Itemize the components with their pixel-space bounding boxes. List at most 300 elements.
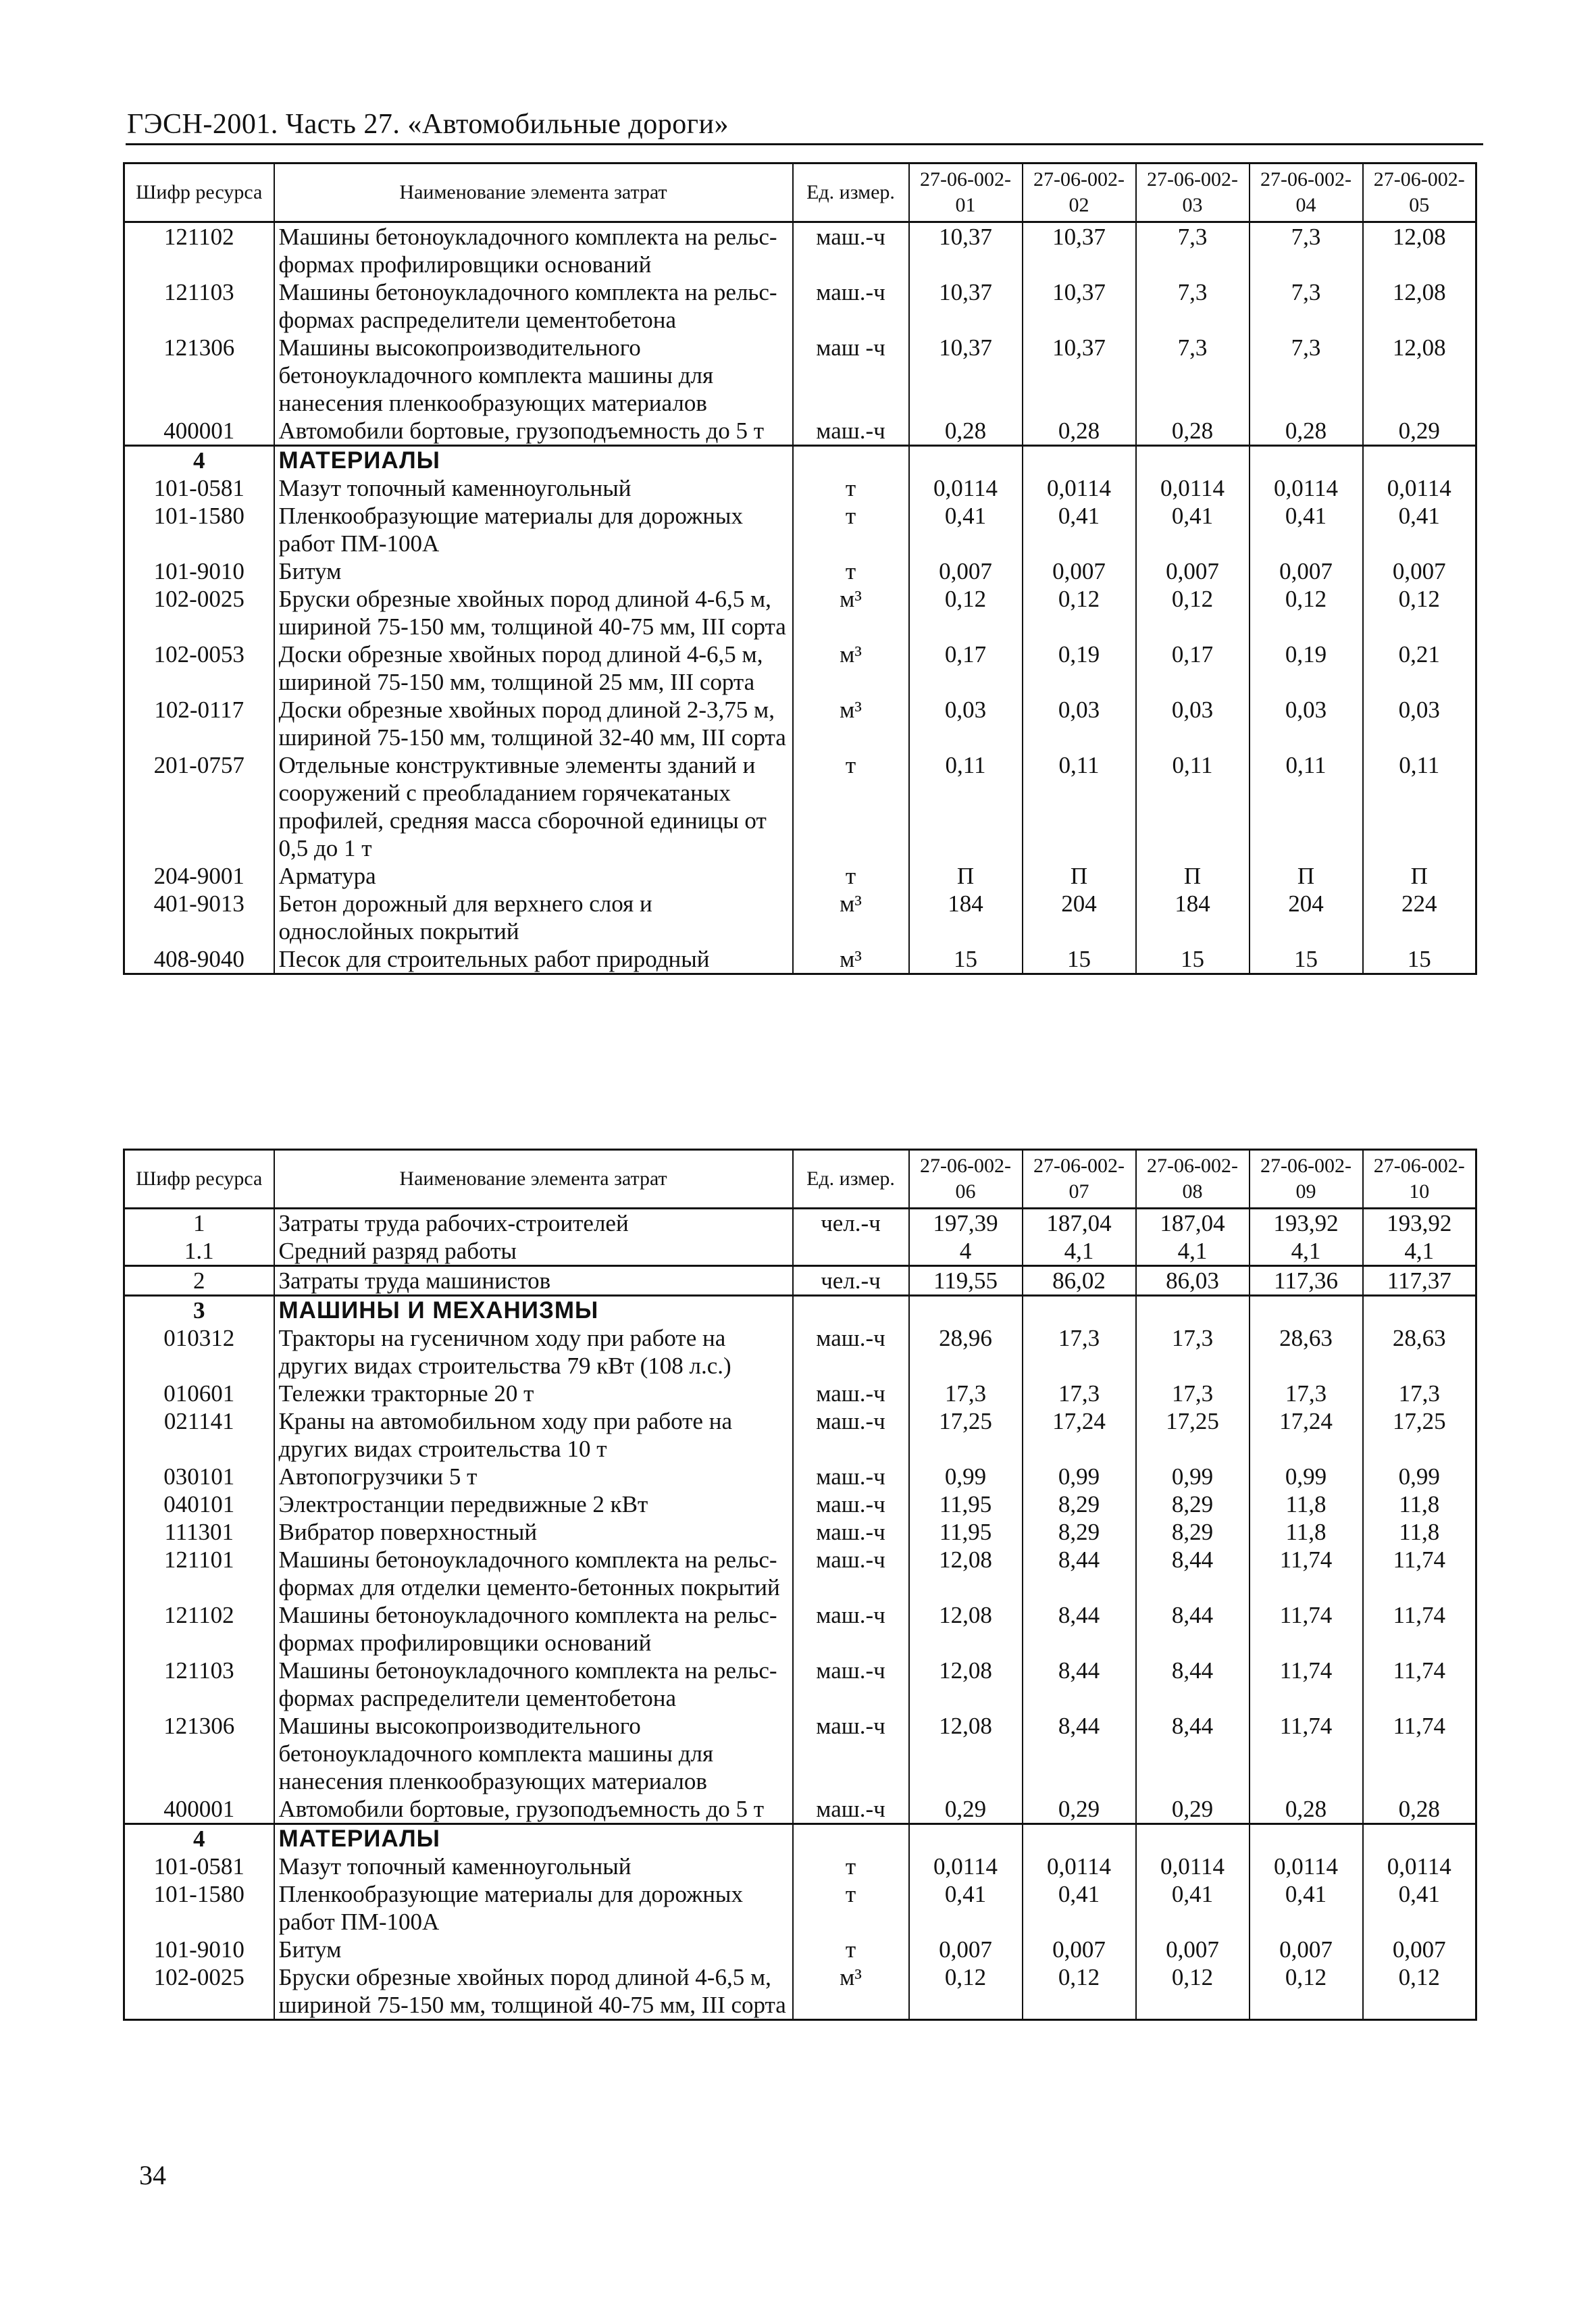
resource-code-cell: 121102 [124,1601,274,1657]
value-cell: 0,007 [1136,1936,1250,1963]
unit-cell: маш.-ч [793,417,909,446]
unit-cell: т [793,502,909,557]
table-row [124,1601,1476,1657]
value-cell: 0,12 [1250,585,1363,640]
value-cell: 0,41 [1250,502,1363,557]
table-row [124,1463,1476,1490]
value-cell: 0,29 [1023,1795,1136,1824]
value-cell: 8,29 [1136,1518,1250,1546]
resource-code-cell: 102-0025 [124,1963,274,2020]
resource-name-cell: Машины бетоноукладочного комплекта на рельс-формах профилировщики оснований [274,1601,793,1657]
value-cell: 0,03 [1250,696,1363,751]
unit-cell: маш.-ч [793,1490,909,1518]
value-cell [1136,446,1250,475]
table-row [124,417,1476,446]
unit-cell [793,1824,909,1853]
value-cell: 10,37 [1023,278,1136,334]
unit-cell: м³ [793,890,909,945]
value-cell: 4,1 [1023,1237,1136,1266]
value-cell: 204 [1250,890,1363,945]
value-cell: 11,8 [1363,1518,1476,1546]
header-unit: Ед. измер. [793,1150,909,1209]
resource-name-cell: Тракторы на гусеничном ходу при работе на других видах строительства 79 кВт (108 л.с.) [274,1324,793,1380]
value-cell: 10,37 [1023,334,1136,417]
value-cell: 17,3 [1136,1380,1250,1407]
value-cell: 0,41 [909,502,1023,557]
value-cell: 4,1 [1250,1237,1363,1266]
unit-cell: маш.-ч [793,1324,909,1380]
value-cell: 0,11 [1136,751,1250,862]
unit-cell: м³ [793,585,909,640]
value-cell: 204 [1023,890,1136,945]
value-cell: 7,3 [1250,222,1363,279]
value-cell: 0,99 [1250,1463,1363,1490]
value-cell: 187,04 [1023,1209,1136,1238]
resource-name-cell: Мазут топочный каменноугольный [274,1853,793,1880]
value-cell [909,446,1023,475]
value-cell: 0,17 [909,640,1023,696]
value-cell: 0,007 [1363,557,1476,585]
table-row [124,945,1476,974]
value-cell: 0,03 [1023,696,1136,751]
table-row [124,1936,1476,1963]
value-cell: 8,44 [1023,1712,1136,1795]
value-cell: 0,12 [1023,1963,1136,2020]
value-cell: 0,007 [1023,1936,1136,1963]
value-cell: 10,37 [1023,222,1136,279]
value-cell: 0,12 [1136,585,1250,640]
value-cell: 11,95 [909,1518,1023,1546]
value-cell: 0,03 [909,696,1023,751]
value-cell: 0,28 [1250,1795,1363,1824]
resource-code-cell: 201-0757 [124,751,274,862]
resource-name-cell: Доски обрезные хвойных пород длиной 2-3,75 м, шириной 75-150 мм, толщиной 32-40 мм, III сорта [274,696,793,751]
value-cell: 17,3 [1023,1324,1136,1380]
value-cell: 8,44 [1136,1601,1250,1657]
unit-cell: т [793,557,909,585]
value-cell: 187,04 [1136,1209,1250,1238]
value-cell: 7,3 [1136,334,1250,417]
unit-cell: чел.-ч [793,1209,909,1238]
table-row [124,1237,1476,1266]
value-cell: 11,74 [1250,1546,1363,1601]
value-cell: 4,1 [1363,1237,1476,1266]
value-cell: 8,44 [1136,1712,1250,1795]
value-cell: 17,25 [1136,1407,1250,1463]
resource-code-cell: 101-1580 [124,1880,274,1936]
resource-table-1 [123,162,1477,975]
header-col-3: 27-06-002-08 [1136,1150,1250,1209]
value-cell: 0,0114 [1136,474,1250,502]
value-cell: 7,3 [1136,222,1250,279]
value-cell: 0,19 [1023,640,1136,696]
value-cell: 0,99 [1136,1463,1250,1490]
value-cell: 0,03 [1136,696,1250,751]
unit-cell: маш.-ч [793,222,909,279]
resource-table-2 [123,1149,1477,2021]
table-row [124,1963,1476,2020]
header-col-5: 27-06-002-10 [1363,1150,1476,1209]
resource-name-cell: Машины бетоноукладочного комплекта на рельс-формах распределители цементобетона [274,278,793,334]
unit-cell [793,1296,909,1325]
value-cell: 0,41 [909,1880,1023,1936]
resource-code-cell: 121102 [124,222,274,279]
value-cell: П [1136,862,1250,890]
value-cell: 0,41 [1023,502,1136,557]
value-cell: 12,08 [909,1601,1023,1657]
table-row [124,585,1476,640]
value-cell: 0,007 [1250,1936,1363,1963]
value-cell: 197,39 [909,1209,1023,1238]
resource-name-cell: Битум [274,1936,793,1963]
value-cell: 0,0114 [1023,1853,1136,1880]
resource-code-cell: 1.1 [124,1237,274,1266]
unit-cell: маш.-ч [793,1546,909,1601]
resource-code-cell: 102-0025 [124,585,274,640]
value-cell: 0,99 [909,1463,1023,1490]
table-row [124,222,1476,279]
resource-name-cell: Краны на автомобильном ходу при работе на других видах строительства 10 т [274,1407,793,1463]
table-body [124,1209,1476,2020]
value-cell: 0,99 [1023,1463,1136,1490]
value-cell: 17,24 [1250,1407,1363,1463]
value-cell: 8,44 [1023,1601,1136,1657]
resource-name-cell: Средний разряд работы [274,1237,793,1266]
value-cell: 0,41 [1363,1880,1476,1936]
resource-code-cell: 101-9010 [124,557,274,585]
value-cell: 17,25 [1363,1407,1476,1463]
value-cell: 4 [909,1237,1023,1266]
resource-name-cell: МАШИНЫ И МЕХАНИЗМЫ [274,1296,793,1325]
value-cell: 0,28 [1363,1795,1476,1824]
unit-cell: т [793,1936,909,1963]
value-cell: 11,74 [1250,1712,1363,1795]
value-cell [909,1296,1023,1325]
resource-name-cell: Электростанции передвижные 2 кВт [274,1490,793,1518]
header-name: Наименование элемента затрат [274,1150,793,1209]
value-cell: 12,08 [909,1712,1023,1795]
resource-name-cell: Автомобили бортовые, грузоподъемность до 5 т [274,417,793,446]
value-cell: П [1023,862,1136,890]
header-unit: Ед. измер. [793,164,909,222]
unit-cell: маш.-ч [793,278,909,334]
value-cell: 8,44 [1136,1657,1250,1712]
value-cell: 0,41 [1250,1880,1363,1936]
value-cell [1136,1824,1250,1853]
value-cell: 0,29 [1363,417,1476,446]
table-header-row [124,164,1476,222]
value-cell: 0,28 [1250,417,1363,446]
value-cell: 0,41 [1136,1880,1250,1936]
resource-name-cell: Затраты труда машинистов [274,1266,793,1296]
resource-name-cell: МАТЕРИАЛЫ [274,1824,793,1853]
resource-code-cell: 401-9013 [124,890,274,945]
value-cell: 15 [1250,945,1363,974]
value-cell: 0,17 [1136,640,1250,696]
unit-cell: маш -ч [793,334,909,417]
resource-name-cell: Машины бетоноукладочного комплекта на рельс-формах распределители цементобетона [274,1657,793,1712]
value-cell: 0,007 [909,557,1023,585]
resource-code-cell: 111301 [124,1518,274,1546]
value-cell: 0,12 [1250,1963,1363,2020]
value-cell: 17,3 [1023,1380,1136,1407]
table-row [124,1324,1476,1380]
resource-name-cell: Пленкообразующие материалы для дорожных работ ПМ-100А [274,502,793,557]
value-cell: 10,37 [909,222,1023,279]
value-cell: 117,37 [1363,1266,1476,1296]
value-cell: 17,25 [909,1407,1023,1463]
resource-name-cell: Песок для строительных работ природный [274,945,793,974]
value-cell: 193,92 [1250,1209,1363,1238]
value-cell: 0,29 [1136,1795,1250,1824]
unit-cell: т [793,1880,909,1936]
value-cell [909,1824,1023,1853]
unit-cell: маш.-ч [793,1601,909,1657]
table-row [124,890,1476,945]
value-cell: 0,12 [909,585,1023,640]
value-cell: 12,08 [1363,278,1476,334]
value-cell: П [909,862,1023,890]
value-cell [1023,1296,1136,1325]
unit-cell: м³ [793,640,909,696]
value-cell: 0,11 [1363,751,1476,862]
unit-cell: т [793,474,909,502]
table-header-row [124,1150,1476,1209]
resource-name-cell: Тележки тракторные 20 т [274,1380,793,1407]
value-cell: 0,0114 [1136,1853,1250,1880]
value-cell: 0,41 [1023,1880,1136,1936]
value-cell: 7,3 [1250,334,1363,417]
table-row [124,751,1476,862]
resource-name-cell: Вибратор поверхностный [274,1518,793,1546]
value-cell: 0,007 [1023,557,1136,585]
header-col-4: 27-06-002-04 [1250,164,1363,222]
resource-code-cell: 4 [124,1824,274,1853]
table-row [124,1853,1476,1880]
resource-code-cell: 408-9040 [124,945,274,974]
header-col-3: 27-06-002-03 [1136,164,1250,222]
value-cell: 12,08 [1363,222,1476,279]
value-cell: 12,08 [909,1546,1023,1601]
value-cell: 11,74 [1250,1601,1363,1657]
resource-code-cell: 400001 [124,417,274,446]
value-cell: 0,12 [1023,585,1136,640]
value-cell: 17,3 [1363,1380,1476,1407]
table-row [124,474,1476,502]
value-cell [1250,1824,1363,1853]
unit-cell: т [793,751,909,862]
section-row [124,1824,1476,1853]
value-cell: 11,95 [909,1490,1023,1518]
value-cell: 17,24 [1023,1407,1136,1463]
value-cell: 15 [909,945,1023,974]
resource-code-cell: 030101 [124,1463,274,1490]
value-cell: 0,0114 [909,1853,1023,1880]
resource-name-cell: Машины высокопроизводительного бетоноукладочного комплекта машины для нанесения пленкообразующих материалов [274,334,793,417]
resource-code-cell: 121101 [124,1546,274,1601]
value-cell: 10,37 [909,278,1023,334]
table-row [124,1490,1476,1518]
value-cell: 117,36 [1250,1266,1363,1296]
value-cell: 8,44 [1136,1546,1250,1601]
value-cell: 11,8 [1363,1490,1476,1518]
resource-name-cell: Машины высокопроизводительного бетоноукладочного комплекта машины для нанесения пленкообразующих материалов [274,1712,793,1795]
section-row [124,1296,1476,1325]
value-cell: 0,0114 [1250,474,1363,502]
value-cell: 0,19 [1250,640,1363,696]
value-cell: 184 [1136,890,1250,945]
value-cell: 0,0114 [1363,1853,1476,1880]
value-cell: 8,29 [1023,1518,1136,1546]
resource-name-cell: Отдельные конструктивные элементы зданий и сооружений с преобладанием горячекатаных профилей, средняя масса сборочной единицы от 0,5 до 1 т [274,751,793,862]
unit-cell: м³ [793,696,909,751]
resource-code-cell: 400001 [124,1795,274,1824]
unit-cell: маш.-ч [793,1657,909,1712]
resource-code-cell: 121306 [124,1712,274,1795]
value-cell: 224 [1363,890,1476,945]
value-cell: 8,29 [1023,1490,1136,1518]
unit-cell: м³ [793,945,909,974]
header-col-1: 27-06-002-01 [909,164,1023,222]
table-row [124,334,1476,417]
value-cell: 10,37 [909,334,1023,417]
unit-cell: маш.-ч [793,1795,909,1824]
resource-code-cell: 102-0117 [124,696,274,751]
value-cell: 0,0114 [1363,474,1476,502]
value-cell: 11,74 [1363,1546,1476,1601]
resource-code-cell: 204-9001 [124,862,274,890]
value-cell [1363,1296,1476,1325]
value-cell: 8,44 [1023,1546,1136,1601]
table-row [124,696,1476,751]
resource-code-cell: 121103 [124,278,274,334]
table-row [124,502,1476,557]
resource-name-cell: Затраты труда рабочих-строителей [274,1209,793,1238]
resource-name-cell: Машины бетоноукладочного комплекта на рельс-формах профилировщики оснований [274,222,793,279]
value-cell [1250,1296,1363,1325]
table-row [124,1380,1476,1407]
resource-code-cell: 010601 [124,1380,274,1407]
value-cell: 8,44 [1023,1657,1136,1712]
value-cell: 0,28 [1023,417,1136,446]
value-cell: 184 [909,890,1023,945]
resource-code-cell: 101-0581 [124,1853,274,1880]
value-cell: 86,03 [1136,1266,1250,1296]
value-cell: 11,74 [1363,1657,1476,1712]
value-cell: 8,29 [1136,1490,1250,1518]
value-cell: 0,28 [1136,417,1250,446]
value-cell: 0,0114 [1023,474,1136,502]
value-cell: 11,74 [1250,1657,1363,1712]
resource-name-cell: Бруски обрезные хвойных пород длиной 4-6,5 м, шириной 75-150 мм, толщиной 40-75 мм, III сорта [274,1963,793,2020]
value-cell: 15 [1136,945,1250,974]
header-code: Шифр ресурса [124,164,274,222]
table-body [124,222,1476,974]
unit-cell: маш.-ч [793,1518,909,1546]
page-number: 34 [139,2160,166,2190]
value-cell [1136,1296,1250,1325]
value-cell: 7,3 [1250,278,1363,334]
resource-code-cell: 1 [124,1209,274,1238]
value-cell: 0,21 [1363,640,1476,696]
value-cell: 0,12 [1363,585,1476,640]
table-row [124,640,1476,696]
value-cell: 7,3 [1136,278,1250,334]
value-cell: 0,41 [1363,502,1476,557]
value-cell [1023,1824,1136,1853]
value-cell: 0,29 [909,1795,1023,1824]
table-row [124,278,1476,334]
resource-code-cell: 121306 [124,334,274,417]
unit-cell [793,1237,909,1266]
value-cell: 119,55 [909,1266,1023,1296]
value-cell: 0,0114 [1250,1853,1363,1880]
resource-code-cell: 010312 [124,1324,274,1380]
value-cell: П [1250,862,1363,890]
value-cell: 28,63 [1250,1324,1363,1380]
resource-name-cell: Бетон дорожный для верхнего слоя и однослойных покрытий [274,890,793,945]
value-cell: 0,007 [909,1936,1023,1963]
header-name: Наименование элемента затрат [274,164,793,222]
resource-code-cell: 040101 [124,1490,274,1518]
unit-cell: маш.-ч [793,1463,909,1490]
resource-name-cell: Пленкообразующие материалы для дорожных работ ПМ-100А [274,1880,793,1936]
table-row [124,1266,1476,1296]
value-cell: 0,12 [1363,1963,1476,2020]
resource-code-cell: 101-0581 [124,474,274,502]
resource-name-cell: МАТЕРИАЛЫ [274,446,793,475]
unit-cell: м³ [793,1963,909,2020]
resource-code-cell: 4 [124,446,274,475]
value-cell: 28,63 [1363,1324,1476,1380]
table-row [124,862,1476,890]
unit-cell: т [793,1853,909,1880]
header-code: Шифр ресурса [124,1150,274,1209]
table-row [124,1712,1476,1795]
resource-name-cell: Бруски обрезные хвойных пород длиной 4-6,5 м, шириной 75-150 мм, толщиной 40-75 мм, III сорта [274,585,793,640]
unit-cell: маш.-ч [793,1712,909,1795]
value-cell: 11,74 [1363,1712,1476,1795]
resource-code-cell: 3 [124,1296,274,1325]
resource-name-cell: Арматура [274,862,793,890]
value-cell: 0,007 [1250,557,1363,585]
header-col-4: 27-06-002-09 [1250,1150,1363,1209]
resource-name-cell: Автопогрузчики 5 т [274,1463,793,1490]
header-col-2: 27-06-002-02 [1023,164,1136,222]
value-cell: 0,12 [1136,1963,1250,2020]
value-cell [1023,446,1136,475]
value-cell: П [1363,862,1476,890]
resource-code-cell: 101-1580 [124,502,274,557]
resource-name-cell: Мазут топочный каменноугольный [274,474,793,502]
page-header: ГЭСН-2001. Часть 27. «Автомобильные дороги» [127,109,729,140]
value-cell: 0,41 [1136,502,1250,557]
value-cell: 0,12 [909,1963,1023,2020]
value-cell: 17,3 [909,1380,1023,1407]
value-cell: 193,92 [1363,1209,1476,1238]
value-cell: 0,11 [1250,751,1363,862]
value-cell: 0,11 [909,751,1023,862]
value-cell: 28,96 [909,1324,1023,1380]
table-row [124,1407,1476,1463]
table-row [124,1546,1476,1601]
table-row [124,1880,1476,1936]
resource-name-cell: Автомобили бортовые, грузоподъемность до 5 т [274,1795,793,1824]
value-cell: 0,11 [1023,751,1136,862]
table-row [124,557,1476,585]
value-cell: 0,007 [1136,557,1250,585]
resource-code-cell: 021141 [124,1407,274,1463]
